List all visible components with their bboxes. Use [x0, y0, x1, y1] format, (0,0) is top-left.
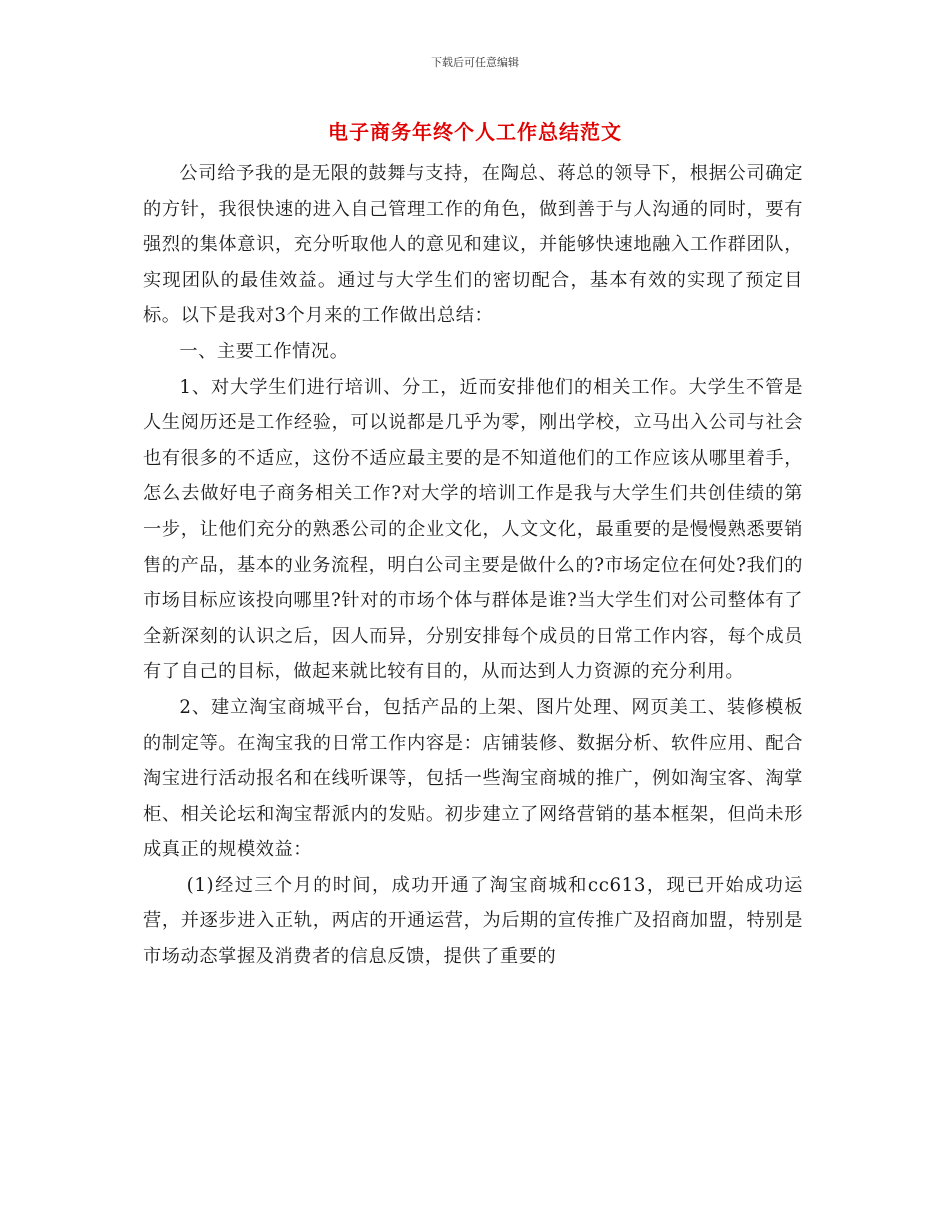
document-title: 电子商务年终个人工作总结范文	[328, 120, 622, 144]
paragraph-intro: 公司给予我的是无限的鼓舞与支持，在陶总、蒋总的领导下，根据公司确定的方针，我很快速的进入自己管理工作的角色，做到善于与人沟通的同时，要有强烈的集体意识，充分听取他人的意见和建议，并能够快速地融入工作群团队，实现团队的最佳效益。通过与大学生们的密切配合，基本有效的实现了预定目标。以下是我对3个月来的工作做出总结：	[143, 163, 803, 327]
header-note: 下载后可任意编辑	[431, 56, 519, 69]
paragraph-item-2: 2、建立淘宝商城平台，包括产品的上架、图片处理、网页美工、装修模板的制定等。在淘宝我的日常工作内容是：店铺装修、数据分析、软件应用、配合淘宝进行活动报名和在线听课等，包括一些淘宝商城的推广，例如淘宝客、淘掌柜、相关论坛和淘宝帮派内的发贴。初步建立了网络营销的基本框架，但尚未形成真正的规模效益：	[143, 696, 803, 861]
paragraph-subitem-1: (1)经过三个月的时间，成功开通了淘宝商城和cc613，现已开始成功运营，并逐步进入正轨，两店的开通运营，为后期的宣传推广及招商加盟，特别是市场动态掌握及消费者的信息反馈，提供了重要的	[143, 874, 803, 968]
document-body	[143, 156, 803, 975]
paragraph-item-1: 1、对大学生们进行培训、分工，近而安排他们的相关工作。大学生不管是人生阅历还是工作经验，可以说都是几乎为零，刚出学校，立马出入公司与社会也有很多的不适应，这份不适应最主要的是不知道他们的工作应该从哪里着手，怎么去做好电子商务相关工作?对大学的培训工作是我与大学生们共创佳绩的第一步，让他们充分的熟悉公司的企业文化，人文文化，最重要的是慢慢熟悉要销售的产品，基本的业务流程，明白公司主要是做什么的?市场定位在何处?我们的市场目标应该投向哪里?针对的市场个体与群体是谁?当大学生们对公司整体有了全新深刻的认识之后，因人而异，分别安排每个成员的日常工作内容，每个成员有了自己的目标，做起来就比较有目的，从而达到人力资源的充分利用。	[143, 376, 803, 683]
section-heading: 一、主要工作情况。	[179, 340, 349, 362]
